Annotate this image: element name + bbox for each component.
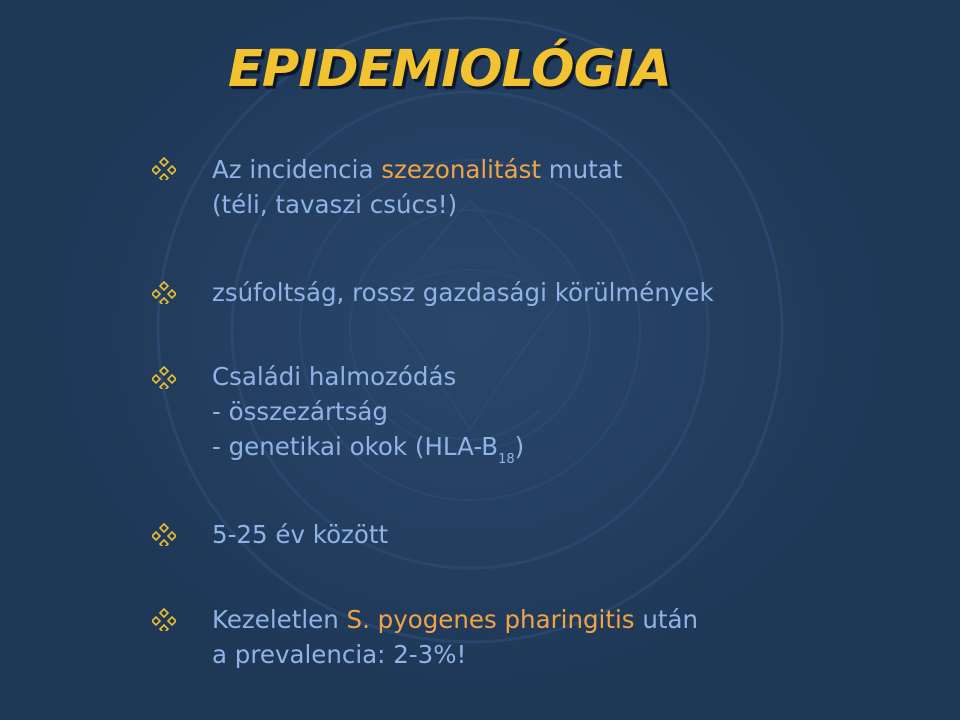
text-segment: a prevalencia: 2-3%!	[212, 640, 467, 669]
diamond-quad-icon	[152, 522, 176, 546]
text-segment: )	[514, 432, 525, 461]
text-segment: - genetikai okok (HLA-B	[212, 432, 499, 461]
text-segment: után	[634, 605, 698, 634]
text-segment: zsúfoltság, rossz gazdasági körülmények	[212, 278, 714, 307]
diamond-quad-icon	[152, 280, 176, 304]
bullet-3-line-1	[212, 362, 456, 392]
diamond-quad-icon	[152, 156, 176, 180]
subscript-text: 18	[498, 452, 515, 467]
bullet-5-line-1	[212, 605, 698, 635]
bullet-3-line-3	[212, 432, 524, 475]
text-segment: (téli, tavaszi csúcs!)	[212, 190, 458, 219]
text-segment: Az incidencia	[212, 155, 382, 184]
text-segment: mutat	[540, 155, 623, 184]
text-segment: Családi halmozódás	[212, 362, 457, 391]
diamond-quad-icon	[152, 365, 176, 389]
highlighted-text: S. pyogenes pharingitis	[346, 605, 635, 634]
bullet-4-line-1	[212, 520, 388, 550]
text-segment: 5-25 év között	[212, 520, 389, 549]
text-segment: - összezártság	[212, 397, 388, 426]
text-segment: Kezeletlen	[212, 605, 347, 634]
bullet-5-line-2	[212, 640, 466, 670]
bullet-3-line-2	[212, 397, 388, 427]
diamond-quad-icon	[152, 607, 176, 631]
bullet-1-line-1	[212, 155, 622, 185]
bullet-2-line-1	[212, 278, 714, 308]
slide-title: EPIDEMIOLÓGIA	[228, 40, 671, 99]
bullet-1-line-2	[212, 190, 457, 220]
highlighted-text: szezonalitást	[381, 155, 541, 184]
